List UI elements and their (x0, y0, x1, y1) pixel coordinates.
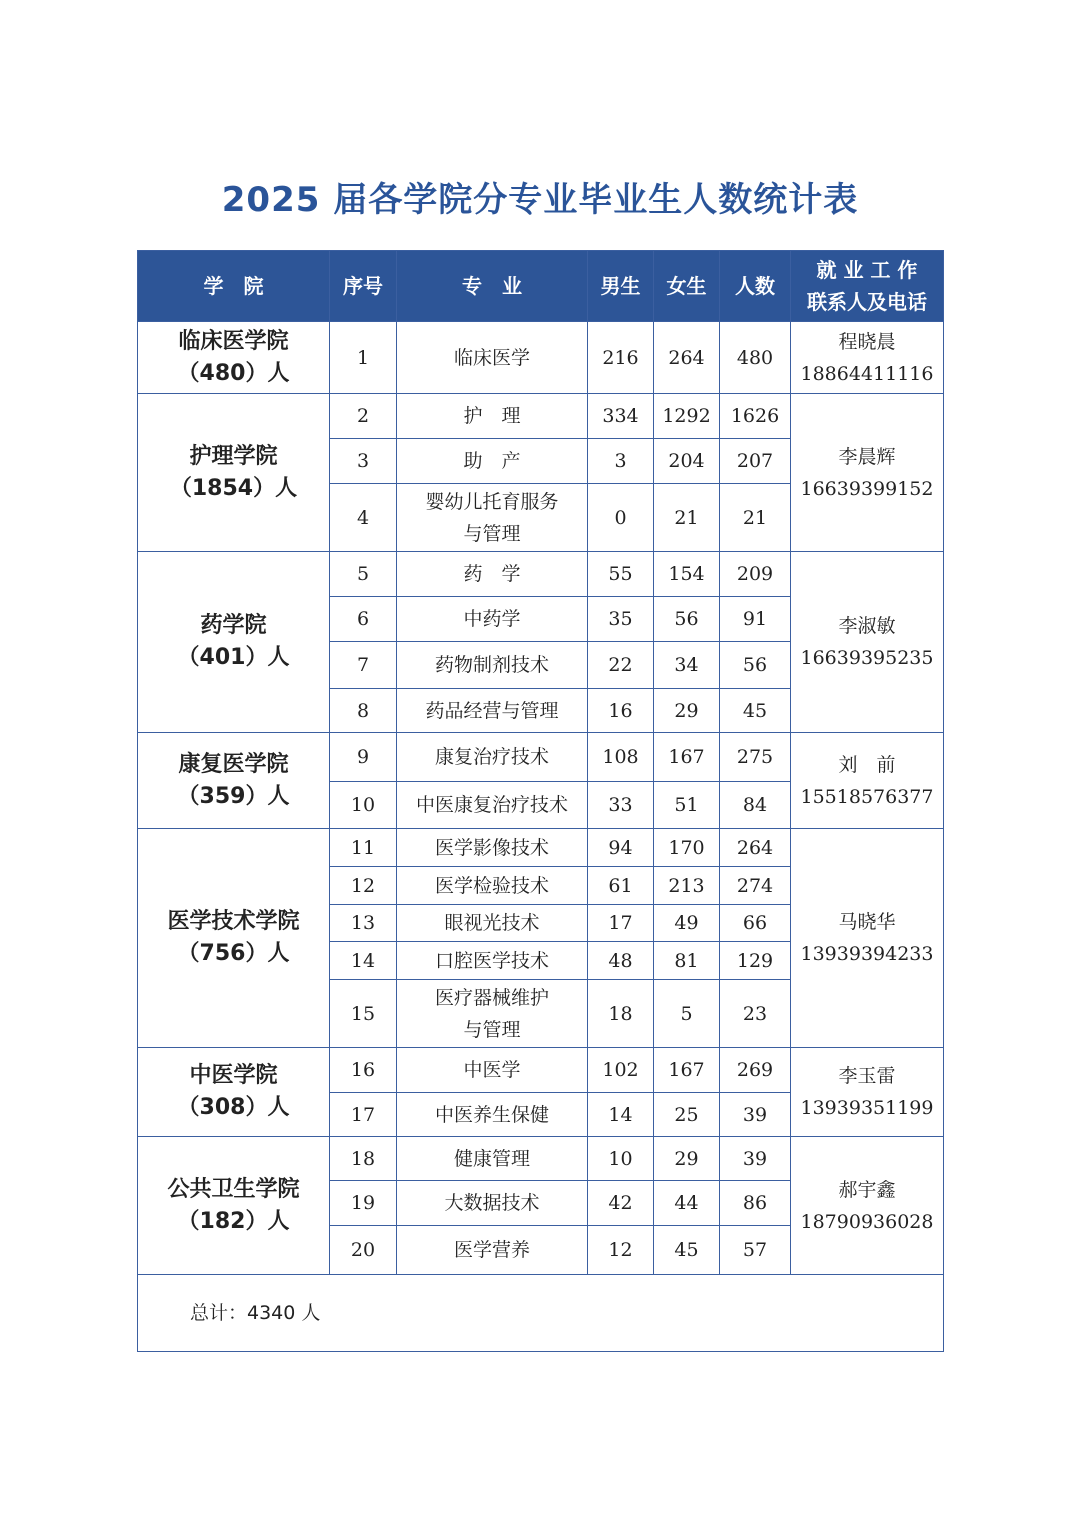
male-cell: 102 (588, 1048, 654, 1093)
male-cell: 55 (588, 552, 654, 597)
major-cell (397, 484, 588, 552)
total-cell: 129 (720, 942, 791, 980)
male-cell: 48 (588, 942, 654, 980)
seq-cell: 4 (330, 484, 397, 552)
male-cell: 35 (588, 597, 654, 642)
contact-cell (791, 322, 944, 394)
major-name: 中医学 (463, 1059, 521, 1081)
seq-cell: 5 (330, 552, 397, 597)
seq-cell: 11 (330, 829, 397, 867)
college-cell (138, 322, 330, 394)
college-name: 公共卫生学院 (167, 1176, 300, 1202)
major-name: 大数据技术 (444, 1192, 540, 1214)
contact-phone: 16639395235 (800, 647, 934, 669)
total-cell: 86 (720, 1181, 791, 1226)
major-cell (397, 733, 588, 782)
page-title: 2025 届各学院分专业毕业生人数统计表 (221, 180, 859, 220)
female-cell: 29 (654, 1137, 720, 1181)
seq-cell: 17 (330, 1093, 397, 1137)
contact-name: 李晨辉 (838, 445, 896, 468)
header-contact (791, 251, 944, 322)
male-cell: 61 (588, 867, 654, 905)
contact-name: 郝宇鑫 (838, 1178, 896, 1201)
college-count: （401）人 (177, 645, 290, 670)
major-cell (397, 552, 588, 597)
seq-cell: 8 (330, 689, 397, 733)
contact-cell (791, 829, 944, 1048)
seq-cell: 10 (330, 782, 397, 829)
male-cell: 16 (588, 689, 654, 733)
female-cell: 5 (654, 980, 720, 1048)
total-cell: 269 (720, 1048, 791, 1093)
male-cell: 17 (588, 905, 654, 942)
female-cell: 1292 (654, 394, 720, 439)
major-name: 药品经营与管理 (425, 699, 559, 722)
major-name: 中药学 (463, 608, 521, 630)
college-cell (138, 394, 330, 552)
major-cell (397, 322, 588, 394)
college-name: 康复医学院 (178, 751, 289, 777)
contact-cell (791, 1137, 944, 1275)
college-name: 临床医学院 (178, 328, 289, 354)
total-cell: 39 (720, 1093, 791, 1137)
contact-phone: 16639399152 (800, 477, 934, 500)
table-row (138, 322, 944, 394)
male-cell: 33 (588, 782, 654, 829)
header-female: 女生 (654, 251, 720, 322)
male-cell: 14 (588, 1093, 654, 1137)
total-cell: 56 (720, 642, 791, 689)
college-name: 药学院 (200, 613, 267, 638)
header-male: 男生 (588, 251, 654, 322)
college-cell (138, 1048, 330, 1137)
header-total: 人数 (720, 251, 791, 322)
female-cell: 21 (654, 484, 720, 552)
seq-cell: 14 (330, 942, 397, 980)
header-contact-line2: 联系人及电话 (807, 290, 927, 314)
college-cell (138, 733, 330, 829)
college-count: （308）人 (177, 1095, 290, 1120)
contact-name: 李玉雷 (838, 1065, 896, 1087)
total-cell: 66 (720, 905, 791, 942)
contact-cell (791, 733, 944, 829)
female-cell: 51 (654, 782, 720, 829)
major-cell (397, 942, 588, 980)
female-cell: 213 (654, 867, 720, 905)
college-cell (138, 552, 330, 733)
header-major: 专 业 (397, 251, 588, 322)
major-cell (397, 867, 588, 905)
female-cell: 34 (654, 642, 720, 689)
total-row (138, 1275, 944, 1352)
seq-cell: 7 (330, 642, 397, 689)
female-cell: 56 (654, 597, 720, 642)
seq-cell: 9 (330, 733, 397, 782)
male-cell: 22 (588, 642, 654, 689)
major-cell (397, 1137, 588, 1181)
female-cell: 25 (654, 1093, 720, 1137)
contact-phone: 13939394233 (800, 943, 934, 965)
total-cell: 23 (720, 980, 791, 1048)
major-name: 医学营养 (453, 1239, 530, 1261)
contact-phone: 15518576377 (800, 785, 934, 808)
total-cell: 480 (720, 322, 791, 394)
seq-cell: 13 (330, 905, 397, 942)
total-cell: 45 (720, 689, 791, 733)
table-body (138, 322, 944, 1275)
female-cell: 167 (654, 733, 720, 782)
male-cell: 42 (588, 1181, 654, 1226)
female-cell: 154 (654, 552, 720, 597)
major-cell (397, 1093, 588, 1137)
college-cell (138, 1137, 330, 1275)
major-cell (397, 1048, 588, 1093)
seq-cell: 19 (330, 1181, 397, 1226)
major-cell (397, 597, 588, 642)
college-count: （182）人 (177, 1208, 290, 1234)
contact-name: 程晓晨 (838, 330, 896, 353)
major-name-line2: 与管理 (463, 1018, 521, 1041)
seq-cell: 2 (330, 394, 397, 439)
major-name: 护 理 (463, 405, 521, 427)
major-name: 健康管理 (453, 1147, 530, 1170)
table-row (138, 829, 944, 867)
total-cell: 1626 (720, 394, 791, 439)
male-cell: 18 (588, 980, 654, 1048)
contact-phone: 18864411116 (800, 362, 934, 385)
major-name: 药 学 (463, 563, 521, 585)
major-cell (397, 394, 588, 439)
college-name: 中医学院 (189, 1063, 278, 1088)
table-row (138, 394, 944, 439)
major-name: 医疗器械维护 (434, 986, 549, 1009)
major-name-line2: 与管理 (463, 522, 521, 545)
table-row (138, 733, 944, 782)
major-name: 医学影像技术 (434, 836, 549, 859)
major-name: 医学检验技术 (434, 874, 549, 897)
total-cell: 207 (720, 439, 791, 484)
header-contact-line1: 就 业 工 作 (816, 258, 918, 282)
college-count: （756）人 (177, 941, 290, 966)
table-row (138, 552, 944, 597)
college-name: 医学技术学院 (167, 909, 300, 934)
seq-cell: 20 (330, 1226, 397, 1275)
major-name: 中医康复治疗技术 (415, 794, 568, 816)
contact-name: 马晓华 (838, 911, 896, 933)
total-cell: 209 (720, 552, 791, 597)
college-cell (138, 829, 330, 1048)
major-cell (397, 439, 588, 484)
male-cell: 216 (588, 322, 654, 394)
female-cell: 204 (654, 439, 720, 484)
contact-cell (791, 394, 944, 552)
college-name: 护理学院 (189, 443, 278, 469)
major-name: 口腔医学技术 (434, 949, 549, 972)
header-college: 学 院 (138, 251, 330, 322)
college-count: （1854）人 (169, 475, 298, 501)
male-cell: 94 (588, 829, 654, 867)
contact-name: 李淑敏 (838, 615, 896, 637)
total-cell: 21 (720, 484, 791, 552)
male-cell: 12 (588, 1226, 654, 1275)
total-cell: 91 (720, 597, 791, 642)
male-cell: 3 (588, 439, 654, 484)
college-count: （359）人 (177, 783, 290, 809)
major-name: 中医养生保健 (434, 1103, 549, 1126)
major-name: 药物制剂技术 (434, 654, 549, 676)
female-cell: 49 (654, 905, 720, 942)
contact-cell (791, 1048, 944, 1137)
seq-cell: 18 (330, 1137, 397, 1181)
female-cell: 264 (654, 322, 720, 394)
major-cell (397, 689, 588, 733)
major-name: 康复治疗技术 (434, 746, 549, 768)
contact-phone: 18790936028 (800, 1210, 934, 1233)
total-cell: 57 (720, 1226, 791, 1275)
female-cell: 29 (654, 689, 720, 733)
contact-cell (791, 552, 944, 733)
total-cell: 264 (720, 829, 791, 867)
major-cell (397, 829, 588, 867)
major-name: 眼视光技术 (444, 912, 540, 934)
female-cell: 44 (654, 1181, 720, 1226)
female-cell: 45 (654, 1226, 720, 1275)
seq-cell: 1 (330, 322, 397, 394)
major-cell (397, 782, 588, 829)
table-row (138, 1048, 944, 1093)
major-name: 助 产 (463, 450, 521, 472)
female-cell: 81 (654, 942, 720, 980)
major-cell (397, 642, 588, 689)
major-cell (397, 980, 588, 1048)
female-cell: 167 (654, 1048, 720, 1093)
total-cell: 275 (720, 733, 791, 782)
male-cell: 108 (588, 733, 654, 782)
major-name: 婴幼儿托育服务 (425, 490, 559, 513)
table-header-row (138, 251, 944, 322)
contact-phone: 13939351199 (800, 1097, 934, 1119)
header-seq: 序号 (330, 251, 397, 322)
total-cell: 274 (720, 867, 791, 905)
contact-name: 刘 前 (838, 753, 896, 776)
male-cell: 0 (588, 484, 654, 552)
male-cell: 334 (588, 394, 654, 439)
table-row (138, 1137, 944, 1181)
seq-cell: 3 (330, 439, 397, 484)
total-cell: 84 (720, 782, 791, 829)
college-count: （480）人 (177, 360, 290, 386)
major-cell (397, 1226, 588, 1275)
seq-cell: 15 (330, 980, 397, 1048)
female-cell: 170 (654, 829, 720, 867)
male-cell: 10 (588, 1137, 654, 1181)
grand-total: 总计：4340 人 (138, 1275, 944, 1352)
seq-cell: 16 (330, 1048, 397, 1093)
major-cell (397, 905, 588, 942)
major-name: 临床医学 (453, 346, 530, 369)
graduates-table (137, 250, 944, 1352)
seq-cell: 6 (330, 597, 397, 642)
total-cell: 39 (720, 1137, 791, 1181)
seq-cell: 12 (330, 867, 397, 905)
major-cell (397, 1181, 588, 1226)
